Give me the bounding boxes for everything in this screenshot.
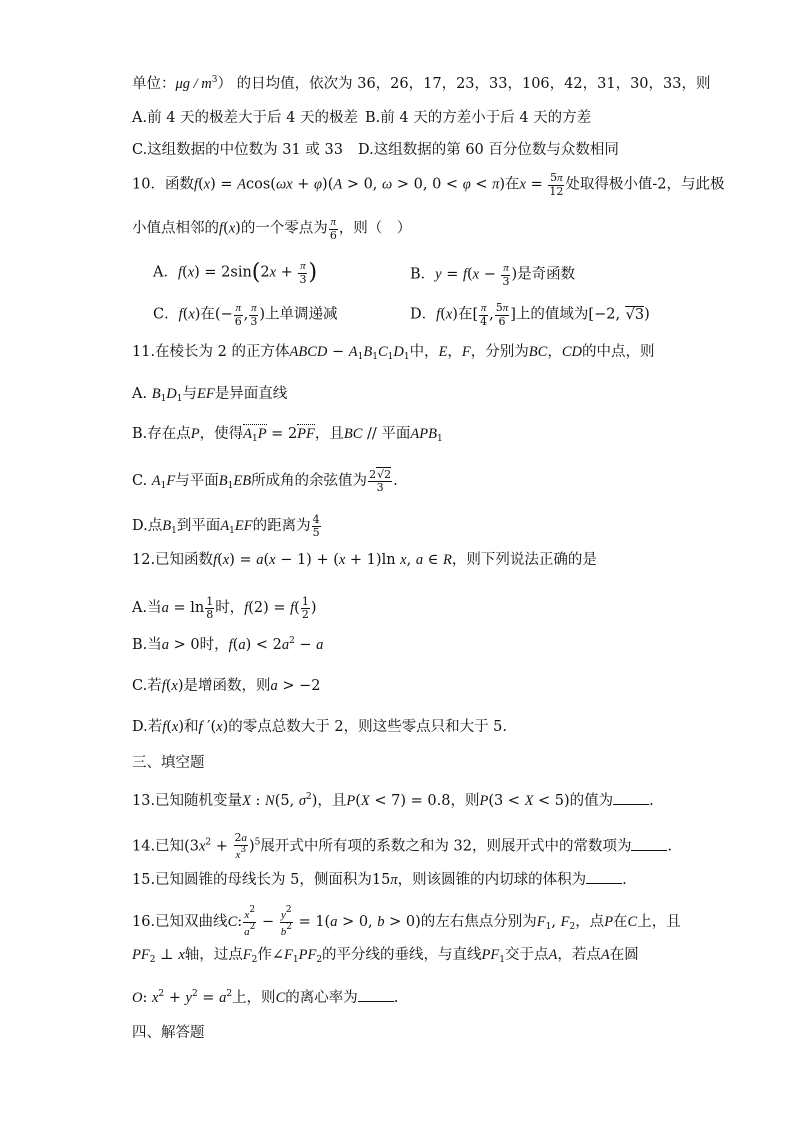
q16-answer-blank[interactable] bbox=[358, 989, 394, 1002]
q16-b: 的左右焦点分别为 bbox=[420, 914, 537, 931]
q12-option-a-mid: 时， bbox=[215, 600, 245, 617]
q10-option-d-label: D． bbox=[410, 306, 437, 323]
q14-b: 展开式中所有项的系数之和为 32，则展开式中的常数项为 bbox=[260, 838, 632, 855]
q12-option-d: D.若f(x)和f ′(x)的零点总数大于 2，则这些零点只和大于 5. bbox=[132, 719, 508, 735]
q16-l2c: 的平分线的垂线，与直线 bbox=[322, 947, 482, 963]
q14: 14.已知($3x^2$ + $\frac{2a}{x^3}$ )$^5$展开式中所有项的系数之和为 32，则展开式中的常数项为 . bbox=[132, 831, 673, 861]
q12-stem: 12.已知函数f(x) = a(x − 1) + (x + 1)ln x, a ∈ R，则下列说法正确的是 bbox=[132, 552, 597, 568]
q10-stem: 10．函数f(x) = Acos(ωx + φ)(A > 0, ω > 0, 0 < φ < π)在x = $\frac{5\pi}{12}$ 处取得极小值-2，与此极 bbox=[132, 171, 725, 198]
q12-option-c-label: C.若 bbox=[132, 678, 162, 694]
q9-option-a-text: A.前 4 天的极差大于后 4 天的极差 bbox=[132, 110, 358, 126]
q11-option-c-end: . bbox=[393, 473, 398, 490]
q12-option-c-mid: 是增函数，则 bbox=[183, 678, 271, 694]
q16-line2: $PF_2$ ⊥ x轴，过点$F_2$作$\angle F_1PF_2$的平分线的垂线，与直线$PF_1$交于点A，若点A在圆 bbox=[132, 947, 639, 965]
q13: 13.已知随机变量X : N(5, $\sigma^2$)，且P(X < 7) = 0.8，则P(3 < X < 5)的值为 . bbox=[132, 792, 654, 809]
q13-answer-blank[interactable] bbox=[613, 792, 649, 805]
q16-l2f: 在圆 bbox=[609, 947, 639, 963]
q12-option-d-tail: 的零点总数大于 2，则这些零点只和大于 5. bbox=[228, 719, 508, 735]
q10-option-b: B．y = f(x − $\frac{\pi}{3}$ )是奇函数 bbox=[410, 262, 576, 288]
q12-option-d-and: 和 bbox=[184, 719, 199, 735]
q13-c: ，则 bbox=[450, 793, 480, 809]
q9-option-c-text: C.这组数据的中位数为 31 或 33 bbox=[132, 142, 343, 158]
q16-a: 16.已知双曲线 bbox=[132, 914, 228, 931]
q16-d: 在 bbox=[613, 914, 628, 931]
q11-option-a-tail: 是异面直线 bbox=[214, 386, 288, 402]
q11-option-d-mid: 到平面 bbox=[176, 518, 221, 535]
q10-line2a: 小值点相邻的 bbox=[132, 220, 219, 237]
q11-option-d: D.点$B_1$到平面$A_1EF$的距离为 $\frac{4}{5}$ bbox=[132, 513, 320, 539]
unit-formula: μg / m bbox=[175, 76, 212, 92]
q16-e: 上，且 bbox=[637, 914, 681, 931]
q11-option-c: C. $A_1F$与平面$B_1EB$所成角的余弦值为 $\frac{2√2}{3}$ . bbox=[132, 468, 398, 494]
q11-option-a-label: A. bbox=[132, 386, 152, 402]
q11-stem-c: ， bbox=[447, 344, 462, 360]
q15-a: 15.已知圆锥的母线长为 5，侧面积为 bbox=[132, 872, 372, 888]
q11-stem-e: ， bbox=[547, 344, 562, 360]
q10-tail: 处取得极小值-2，与此极 bbox=[565, 176, 725, 193]
q11-option-b: B.存在点P，使得$A_1P = 2PF$，且BC // 平面$APB_1$ bbox=[132, 426, 443, 444]
q12-option-c: C.若f(x)是增函数，则a > −2 bbox=[132, 678, 321, 694]
q10-line2c: ，则（ ） bbox=[338, 220, 412, 237]
q10-option-c: C．f(x)在(− $\frac{\pi}{6}$ , $\frac{\pi}{3}$ )上单调递减 bbox=[153, 302, 338, 328]
q16-line1: 16.已知双曲线C: $\frac{x^2}{a^2}$ − $\frac{y^2}{b^2}$ = 1(a > 0, b > 0)的左右焦点分别为$F_1$, $F_2$，点P在C上，且 bbox=[132, 905, 681, 938]
q11-stem-a: 11.在棱长为 2 的正方体 bbox=[132, 344, 290, 360]
q10-option-c-tail: 上单调递减 bbox=[265, 306, 338, 323]
q11-option-a-mid: 与 bbox=[182, 386, 198, 402]
q9-option-c bbox=[132, 143, 343, 158]
q16-l2e: ，若点 bbox=[557, 947, 601, 963]
q10-option-d-tail: 上的值域为 bbox=[515, 306, 589, 323]
q10-mid: 在 bbox=[505, 176, 520, 193]
q9-option-d-text: D.这组数据的第 60 百分位数与众数相同 bbox=[358, 142, 619, 158]
q11-option-b-and: ，且 bbox=[314, 426, 344, 442]
q16-c: ，点 bbox=[575, 914, 605, 931]
q12-option-a: A.当a = ln $\frac{1}{8}$ 时，f(2) = f( $\frac{1}{2}$ ) bbox=[132, 595, 317, 621]
unit-prefix: 单位： bbox=[132, 76, 176, 92]
q11-stem-f: 的中点，则 bbox=[581, 344, 655, 360]
q11-stem-b: 中， bbox=[409, 344, 439, 360]
q11-option-b-plane: 平面 bbox=[381, 426, 411, 442]
q13-d: 的值为 bbox=[569, 793, 614, 809]
q10-prefix: 10．函数 bbox=[132, 176, 194, 193]
q16-l2d: 交于点 bbox=[505, 947, 549, 963]
q10-option-a-label: A． bbox=[153, 264, 178, 281]
q10-option-b-label: B． bbox=[410, 266, 436, 283]
q15-end: . bbox=[622, 872, 627, 888]
q12-stem-a: 12.已知函数 bbox=[132, 552, 214, 568]
q11-option-c-tail: 所成角的余弦值为 bbox=[251, 473, 368, 490]
q11-option-b-label: B.存在点 bbox=[132, 426, 191, 442]
q12-option-b-mid: 时， bbox=[199, 637, 229, 653]
q10-option-a: A．f(x) = 2sin(2x + $\frac{\pi}{3}$ ) bbox=[153, 259, 318, 286]
q10-stem-line2: 小值点相邻的f(x)的一个零点为 $\frac{\pi}{6}$ ，则（ ） bbox=[132, 216, 412, 242]
section-fill-in-title: 三、填空题 bbox=[132, 755, 205, 771]
q10-option-b-tail: 是奇函数 bbox=[517, 266, 576, 283]
q11-option-c-label: C. bbox=[132, 473, 152, 490]
q10-line2b: 的一个零点为 bbox=[240, 220, 328, 237]
q15-answer-blank[interactable] bbox=[586, 871, 622, 884]
q10-option-d: D．f(x)在[ $\frac{\pi}{4}$ , $\frac{5\pi}{6}$ ]上的值域为[−2, √3) bbox=[410, 301, 650, 328]
q16-l2a: 轴，过点 bbox=[184, 947, 243, 963]
q15-b: ，则该圆锥的内切球的体积为 bbox=[397, 872, 587, 888]
q11-stem-d: ，分别为 bbox=[470, 344, 529, 360]
q12-option-b-label: B.当 bbox=[132, 637, 162, 653]
q16-end: . bbox=[393, 990, 399, 1006]
q11-option-a: A. $B_1D_1$与EF是异面直线 bbox=[132, 386, 288, 404]
section-answer-title: 四、解答题 bbox=[132, 1025, 205, 1041]
q12-option-a-label: A.当 bbox=[132, 600, 162, 617]
q9-option-a bbox=[132, 111, 358, 126]
q12-option-d-label: D.若 bbox=[132, 719, 163, 735]
q14-a: 14.已知 bbox=[132, 838, 185, 855]
q9-option-d bbox=[358, 143, 619, 158]
q9-option-b-text: B.前 4 天的方差小于后 4 天的方差 bbox=[365, 110, 592, 126]
q10-option-c-mid: 在 bbox=[200, 306, 215, 323]
daily-values-text: 的日均值，依次为 36，26，17，23，33，106，42，31，30，33，则 bbox=[232, 76, 711, 92]
q15: 15.已知圆锥的母线长为 5，侧面积为15π，则该圆锥的内切球的体积为 . bbox=[132, 872, 627, 888]
q14-answer-blank[interactable] bbox=[631, 838, 667, 851]
q16-l2b: 作 bbox=[257, 947, 272, 963]
q16-l3a: 上，则 bbox=[232, 990, 276, 1006]
q11-option-d-label: D.点 bbox=[132, 518, 163, 535]
q11-option-d-tail: 的距离为 bbox=[252, 518, 311, 535]
q16-line3: O: $x^2 + y^2 = a^2$上，则C的离心率为 . bbox=[132, 989, 399, 1006]
q12-option-b: B.当a > 0时，$f(a) < 2a^2 - a$ bbox=[132, 636, 324, 653]
unit-close: ） bbox=[217, 76, 233, 92]
q11-option-b-mid: ，使得 bbox=[199, 426, 244, 442]
q13-end: . bbox=[649, 793, 654, 809]
q10-option-c-label: C． bbox=[153, 306, 179, 323]
unit-line: 单位：μg / $m^3$） 的日均值，依次为 36，26，17，23，33，106，42，31，30，33，则 bbox=[132, 75, 711, 92]
q16-l3b: 的离心率为 bbox=[285, 990, 358, 1006]
q10-option-d-mid: 在 bbox=[457, 306, 473, 323]
q13-a: 13.已知随机变量 bbox=[132, 793, 243, 809]
q11-stem: 11.在棱长为 2 的正方体ABCD − $A_1B_1C_1D_1$中，E，F，分别为BC，CD的中点，则 bbox=[132, 344, 655, 362]
q11-option-c-mid: 与平面 bbox=[175, 473, 219, 490]
q12-stem-b: ，则下列说法正确的是 bbox=[451, 552, 597, 568]
q13-b: ，且 bbox=[317, 793, 347, 809]
q14-end: . bbox=[667, 838, 673, 855]
q9-option-b bbox=[365, 111, 591, 126]
